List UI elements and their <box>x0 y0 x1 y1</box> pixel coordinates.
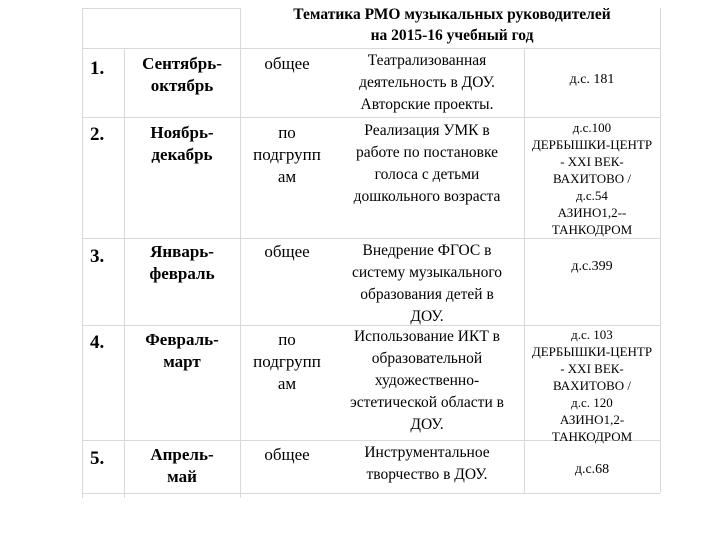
table-border-bottom <box>82 493 660 494</box>
row-divider-2 <box>82 117 660 118</box>
row-divider-1 <box>82 48 660 49</box>
row-5-venue: д.с.68 <box>574 462 610 477</box>
row-3-theme: Внедрение ФГОС в систему музыкального образования детей в ДОУ. <box>351 242 503 325</box>
column-divider-4 <box>524 48 525 493</box>
row-5-number: 5. <box>90 448 105 469</box>
table-border-left <box>82 8 83 498</box>
row-2-number: 2. <box>90 124 105 145</box>
table-border-top <box>82 8 240 9</box>
page-title <box>244 4 660 46</box>
row-4-mode: по подгрупп ам <box>253 330 321 393</box>
row-2-mode: по подгрупп ам <box>253 123 321 186</box>
row-2-period: Ноябрь- декабрь <box>150 123 214 164</box>
column-divider-2 <box>240 8 241 498</box>
row-5-mode: общее <box>264 445 310 464</box>
row-1-period: Сентябрь- октябрь <box>142 54 222 95</box>
row-4-venue: д.с. 103 ДЕРБЫШКИ-ЦЕНТР - XXI ВЕК- ВАХИТОВО / д.с. 120 АЗИНО1,2- ТАНКОДРОМ <box>531 327 653 444</box>
row-divider-3 <box>82 238 660 239</box>
row-2-theme: Реализация УМК в работе по постановке голоса с детьми дошкольного возраста <box>353 122 501 205</box>
row-3-mode: общее <box>264 242 310 261</box>
row-3-venue: д.с.399 <box>571 259 613 274</box>
row-3-number: 3. <box>90 246 105 267</box>
title-line-1: Тематика РМО музыкальных руководителей <box>293 6 611 23</box>
title-line-2: на 2015-16 учебный год <box>370 27 534 44</box>
row-1-mode: общее <box>264 54 310 73</box>
row-1-venue: д.с. 181 <box>569 72 615 87</box>
row-4-number: 4. <box>90 332 105 353</box>
row-2-venue: д.с.100 ДЕРБЫШКИ-ЦЕНТР - XXI ВЕК- ВАХИТОВО / д.с.54 АЗИНО1,2-- ТАНКОДРОМ <box>531 120 653 237</box>
row-3-period: Январь- февраль <box>149 242 215 283</box>
row-1-number: 1. <box>90 58 105 79</box>
row-5-theme: Инструментальное творчество в ДОУ. <box>364 444 490 483</box>
row-4-period: Февраль- март <box>145 330 219 371</box>
table-border-right <box>660 8 661 493</box>
row-5-period: Апрель- май <box>150 445 214 486</box>
row-4-theme: Использование ИКТ в образовательной художественно- эстетической области в ДОУ. <box>350 328 504 433</box>
row-1-theme: Театрализованная деятельность в ДОУ. Авторские проекты. <box>359 52 495 113</box>
column-divider-1 <box>124 48 125 498</box>
